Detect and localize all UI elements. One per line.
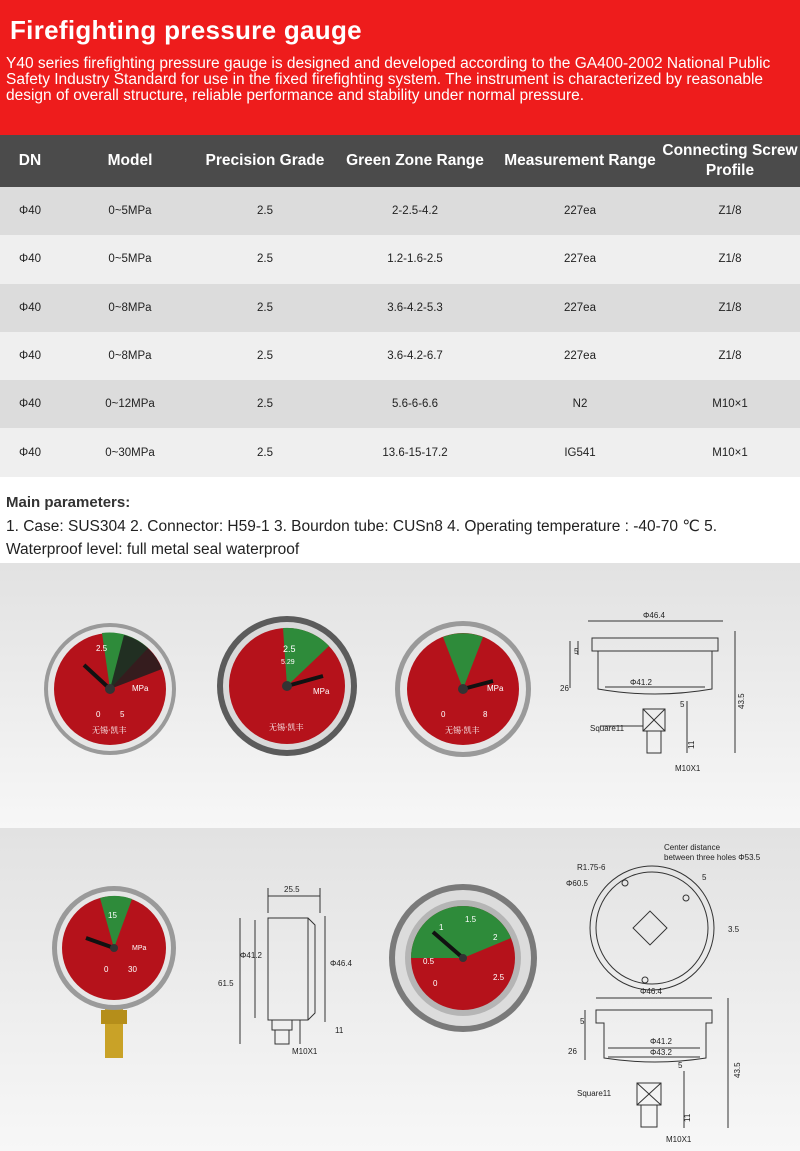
table-header-row [0,135,800,187]
dim-5c: 5 [678,1061,683,1070]
cell-green-zone: 13.6-15-17.2 [330,428,500,476]
product-panel-2 [0,828,800,1151]
cell-dn: Φ40 [0,284,60,332]
dim-11: 11 [335,1026,344,1035]
gauge-3-brand: 无锡·凯丰 [445,726,480,735]
header-model: Model [60,135,200,187]
params-title: Main parameters: [6,494,131,511]
cell-green-zone: 3.6-4.2-6.7 [330,332,500,380]
gauge-5-scale-15: 1.5 [465,915,477,924]
main-parameters [6,494,796,561]
dim-square: Square11 [590,724,625,733]
cell-measurement: IG541 [500,428,660,476]
cell-precision: 2.5 [200,332,330,380]
cell-dn: Φ40 [0,187,60,235]
cell-precision: 2.5 [200,380,330,428]
cell-precision: 2.5 [200,284,330,332]
header-dn: DN [0,135,60,187]
dim-dia-60: Φ60.5 [566,879,588,888]
gauge-3-unit: MPa [487,684,504,693]
cell-screw: Z1/8 [660,187,800,235]
cell-precision: 2.5 [200,428,330,476]
gauge-4-unit: MPa [132,945,147,952]
gauge-2-unit: MPa [313,687,330,696]
gauge-2-scale-a: 2.5 [283,644,296,654]
center-note-2: between three holes Φ53.5 [664,853,761,862]
dim-61-5: 61.5 [218,979,234,988]
table-row [0,235,800,283]
table-row [0,380,800,428]
dim-11: 11 [683,1113,692,1122]
gauge-2-brand: 无锡·凯丰 [269,723,304,732]
gauge-5-scale-2: 2 [493,933,498,942]
table-row [0,187,800,235]
gauge-photo-4 [52,886,176,1058]
cell-green-zone: 2-2.5-4.2 [330,187,500,235]
header-green-zone: Green Zone Range [330,135,500,187]
cell-measurement: 227ea [500,235,660,283]
gauge-photo-3 [395,621,531,757]
cell-screw: Z1/8 [660,284,800,332]
cell-model: 0~12MPa [60,380,200,428]
dim-3-5: 3.5 [728,925,740,934]
cell-model: 0~8MPa [60,332,200,380]
dim-inner-dia: Φ41.2 [630,678,652,687]
gauge-photo-1 [44,623,176,755]
dim-dia-41: Φ41.2 [240,951,262,960]
table-row [0,332,800,380]
cell-dn: Φ40 [0,332,60,380]
table-row [0,284,800,332]
cell-model: 0~30MPa [60,428,200,476]
gauge-2-scale-b: 5.29 [281,659,295,666]
dim-5: 5 [702,873,707,882]
product-panel-1 [0,563,800,828]
dim-11: 11 [687,740,696,749]
table-row [0,428,800,476]
dim-5: 5 [574,647,579,656]
cell-green-zone: 5.6-6-6.6 [330,380,500,428]
cell-model: 0~5MPa [60,187,200,235]
params-text: 1. Case: SUS304 2. Connector: H59-1 3. Bourdon tube: CUSn8 4. Operating temperature : -40-70 ℃ 5. Waterproof level: full metal seal waterproof [6,518,717,558]
header-banner [0,0,800,135]
dim-dia-46: Φ46.4 [640,987,662,996]
gauge-5-scale-0: 0 [433,979,438,988]
cell-measurement: 227ea [500,332,660,380]
cell-screw: Z1/8 [660,332,800,380]
dim-25-5: 25.5 [284,885,300,894]
gauge-4-scale-mid: 15 [108,911,117,920]
cell-measurement: 227ea [500,284,660,332]
dim-thread: M10X1 [292,1047,318,1056]
dim-5b: 5 [580,1017,585,1026]
gauge-5-scale-1: 1 [439,923,444,932]
cell-dn: Φ40 [0,380,60,428]
center-note-1: Center distance [664,843,721,852]
gauge-5-scale-05: 0.5 [423,957,435,966]
cell-green-zone: 1.2-1.6-2.5 [330,235,500,283]
gauge-4-scale-max: 30 [128,965,137,974]
dim-43-5: 43.5 [737,693,746,709]
spec-table [0,135,800,477]
gauge-1-unit: MPa [132,684,149,693]
drawing-3-labels [566,843,761,1144]
gauge-1-scale-max: 5 [120,710,125,719]
cell-screw: M10×1 [660,428,800,476]
dim-43-5: 43.5 [733,1062,742,1078]
dim-outer-dia: Φ46.4 [643,611,665,620]
page-title: Firefighting pressure gauge [10,15,362,45]
header-screw: Connecting Screw Profile [660,135,800,187]
cell-dn: Φ40 [0,235,60,283]
gauge-3-scale-min: 0 [441,710,446,719]
header-measurement: Measurement Range [500,135,660,187]
gauge-4-scale-min: 0 [104,965,109,974]
technical-drawing-1 [570,621,735,753]
gauge-photo-5 [389,884,537,1032]
drawing-1-labels [560,611,746,773]
dim-thread: M10X1 [675,764,701,773]
gauge-photo-2 [217,616,357,756]
gauge-1-brand: 无锡·凯丰 [92,726,127,735]
gauge-1-scale-mid: 2.5 [96,644,108,653]
cell-measurement: N2 [500,380,660,428]
dim-5b: 5 [680,700,685,709]
intro-text: Y40 series firefighting pressure gauge is designed and developed according to the GA400-2002 National Public Safety Industry Standard for use in the fixed firefighting system. The instrument is characterized by reasonable design of overall structure, reliable performance and stability under normal pressure. [6,55,771,104]
gauge-1-scale-min: 0 [96,710,101,719]
gauge-3-scale-max: 8 [483,710,488,719]
dim-dia-41: Φ41.2 [650,1037,672,1046]
dim-dia-46: Φ46.4 [330,959,352,968]
header-precision: Precision Grade [200,135,330,187]
cell-green-zone: 3.6-4.2-5.3 [330,284,500,332]
dim-thread: M10X1 [666,1135,692,1144]
cell-model: 0~8MPa [60,284,200,332]
technical-drawing-2 [240,888,325,1044]
cell-measurement: 227ea [500,187,660,235]
dim-dia-43: Φ43.2 [650,1048,672,1057]
cell-precision: 2.5 [200,235,330,283]
dim-26: 26 [568,1047,577,1056]
dim-26: 26 [560,684,569,693]
cell-model: 0~5MPa [60,235,200,283]
gauge-5-scale-25: 2.5 [493,973,505,982]
cell-screw: Z1/8 [660,235,800,283]
dim-radius: R1.75-6 [577,863,606,872]
cell-screw: M10×1 [660,380,800,428]
cell-precision: 2.5 [200,187,330,235]
cell-dn: Φ40 [0,428,60,476]
dim-square: Square11 [577,1089,612,1098]
